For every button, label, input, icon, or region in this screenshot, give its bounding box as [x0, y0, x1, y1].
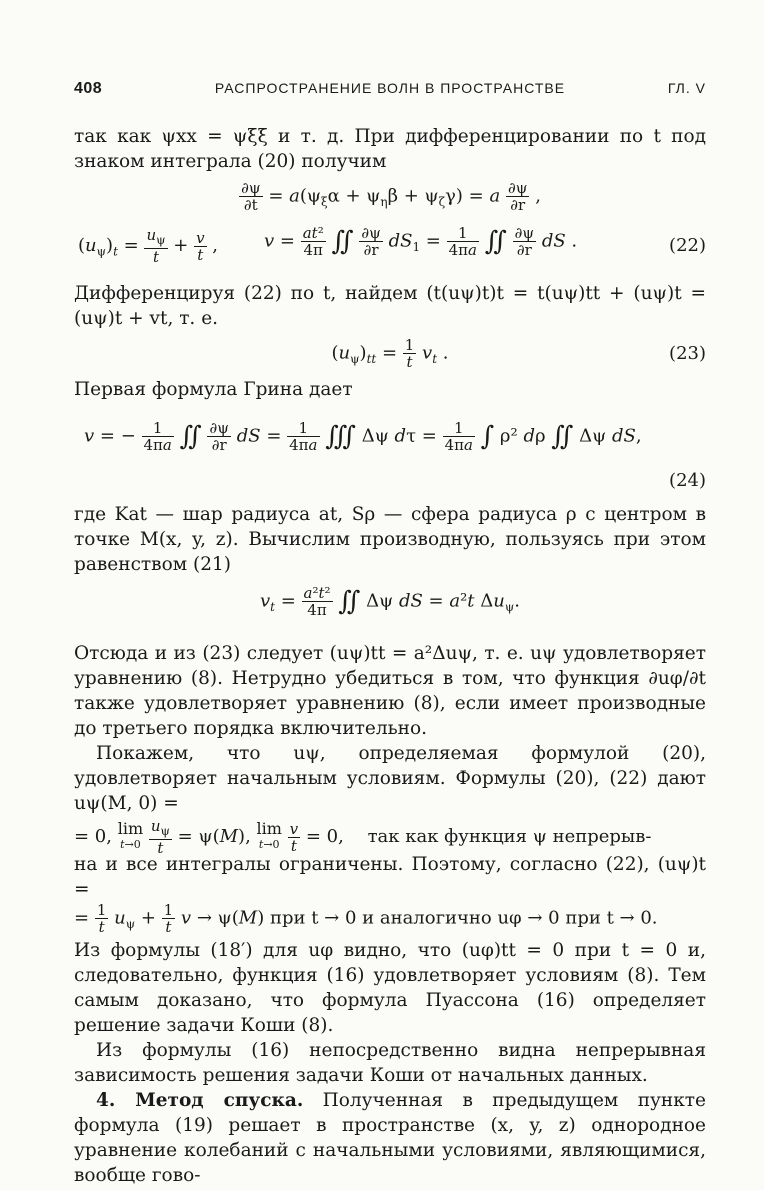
paragraph-10-text: Полученная в предыдущем пункте формула (19) решает в пространстве (x, y, z) однородное уравнение колебаний с начальными условиями, являющимися, вообще гово- [74, 1090, 706, 1187]
equation-number-24: (24) [669, 470, 706, 492]
paragraph-2: Дифференцируя (22) по t, найдем (t(uψ)t)t = t(uψ)tt + (uψ)t = (uψ)t + vt, т. е. [74, 283, 706, 330]
equation-initial: = $\frac{1}{t}$ $u_\psi$ + $\frac{1}{t}$ v → ψ(M) при t → 0 и аналогично uφ → 0 при t → 0. [74, 901, 658, 937]
paragraph-3: Первая формула Грина дает [74, 379, 353, 401]
equation-number-22: (22) [669, 235, 706, 257]
paragraph-4: где Kat — шар радиуса at, Sρ — сфера радиуса ρ с центром в точке M(x, y, z). Вычислим производную, пользуясь при этом равенством (21) [74, 504, 706, 576]
page-body [74, 124, 706, 1188]
equation-23: $(u_\psi)_{tt}$ = $\frac{1}{t}$ $v_t$ . (23) [331, 336, 706, 372]
equation-24: v = − $\frac{1}{4\pi a}$ ∬ $\frac{\partial\psi}{\partial r}$ dS = $\frac{1}{4\pi a}$ ∭ Δψ dτ = $\frac{1}{4\pi a}$ ∫ ρ² dρ ∬ Δψ dS, (24) [84, 419, 706, 492]
paragraph-9: Из формулы (16) непосредственно видна непрерывная зависимость решения задачи Коши от начальных данных. [74, 1040, 706, 1087]
chapter-label: ГЛ. V [667, 80, 706, 96]
paragraph-7: на и все интегралы ограничены. Поэтому, согласно (22), (uψ)t = [74, 854, 706, 901]
paragraph-8: Из формулы (18′) для uφ видно, что (uφ)tt = 0 при t = 0 и, следовательно, функция (16) удовлетворяет условиям (8). Тем самым доказано, что формула Пуассона (16) определяет решение задачи Коши (8). [74, 940, 706, 1037]
paragraph-6: Покажем, что uψ, определяемая формулой (20), удовлетворяет начальным условиям. Формулы (20), (22) дают uψ(M, 0) = [74, 743, 706, 815]
running-header [74, 80, 706, 108]
paragraph-10 [74, 1088, 706, 1188]
page-number: 408 [74, 80, 103, 97]
paragraph-5: Отсюда и из (23) следует (uψ)tt = a²Δuψ, т. е. uψ удовлетворяет уравнению (8). Нетрудно убедиться в том, что функция ∂uφ/∂t также удовлетворяет уравнению (8), если имеет производные до третьего порядка включительно. [74, 643, 706, 740]
equation-number-23: (23) [669, 343, 706, 365]
section-heading: 4. Метод спуска. [96, 1090, 304, 1112]
book-page [74, 80, 706, 1187]
paragraph-1: так как ψxx = ψξξ и т. д. При дифференцировании по t под знаком интеграла (20) получим [74, 126, 706, 172]
equation-limits: = 0, lim t→0 $\frac{u_\psi}{t}$ = ψ(M), lim t→0 $\frac{v}{t}$ = 0, так как функция ψ непрерыв- [74, 817, 652, 858]
equation-derivative: $\frac{\partial\psi}{\partial t}$ = $a(\psi_\xi\alpha + \psi_\eta\beta + \psi_\zeta\gamma) = a$ $\frac{\partial\psi}{\partial r}$ , [241, 179, 541, 214]
equation-22: $(u_\psi)_t$ = $\frac{u_\psi}{t}$ + $\frac{v}{t}$ , v = $\frac{\text{at²}}{4\pi}$ ∬ $\frac{\partial\psi}{\partial r}$ $dS_1$ = $\frac{1}{4\pi a}$ ∬ $\frac{\partial\psi}{\partial r}$ dS . (22) [78, 224, 706, 267]
running-title: РАСПРОСТРАНЕНИЕ ВОЛН В ПРОСТРАНСТВЕ [214, 80, 566, 96]
limits-remark: так как функция ψ непрерыв- [367, 826, 652, 848]
equation-vt: $v_t$ = $\frac{\text{a²t²}}{4\pi}$ ∬ Δψ dS = a²t $\Delta u_\psi$. [259, 584, 521, 620]
equation-tail: при t → 0 и аналогично uφ → 0 при t → 0. [269, 907, 658, 929]
